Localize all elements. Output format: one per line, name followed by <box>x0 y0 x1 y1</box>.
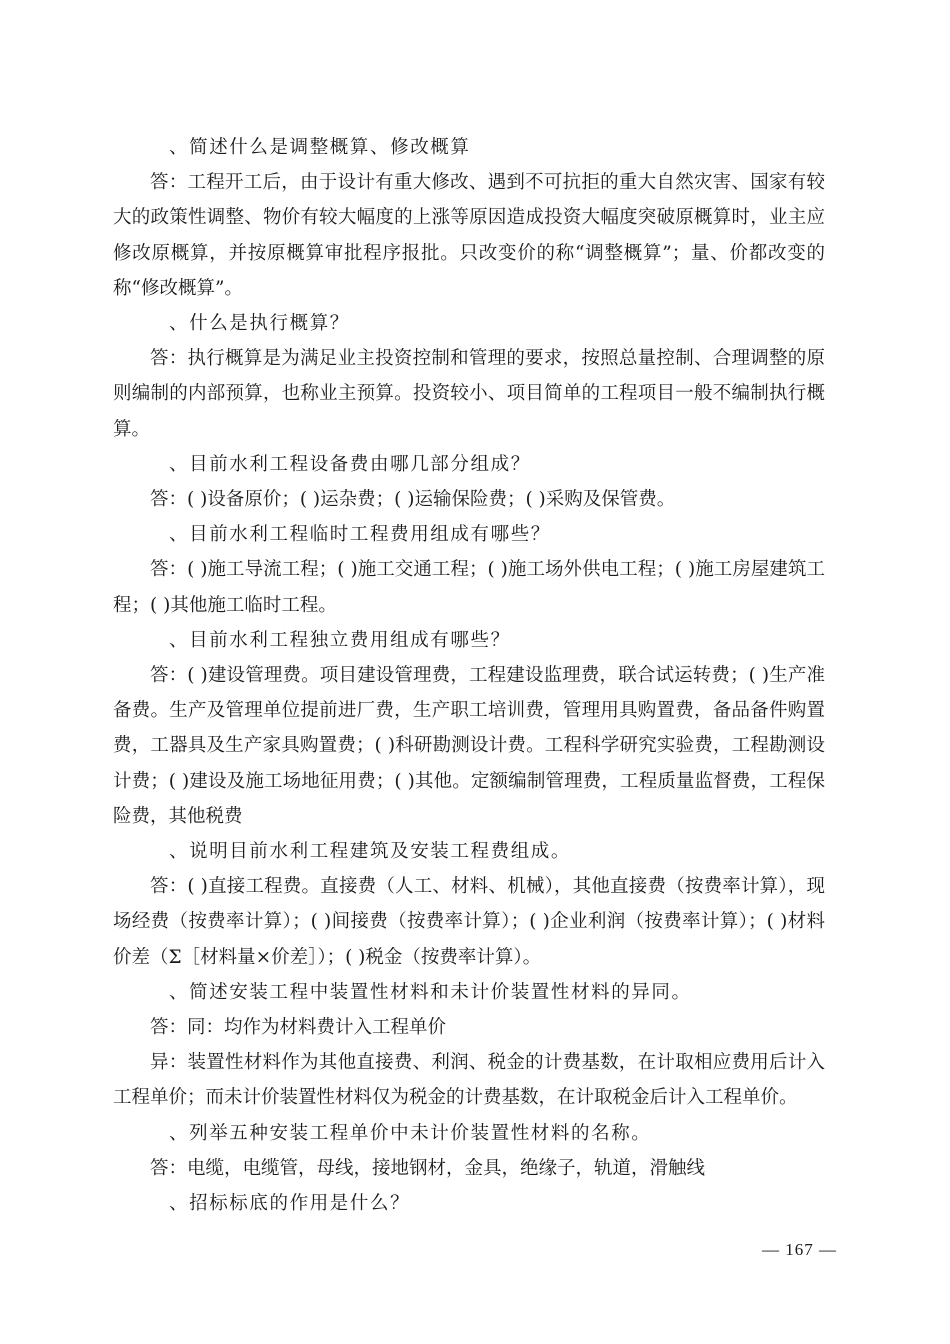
answer-adjusted-estimate: 答：工程开工后，由于设计有重大修改、遇到不可抗拒的重大自然灾害、国家有较大的政策性调整、物价有较大幅度的上涨等原因造成投资大幅度突破原概算时，业主应修改原概算，并按原概算审批程序报批。只改变价的称“调整概算”；量、价都改变的称“修改概算”。 <box>113 172 825 299</box>
question-equipment-cost: 、目前水利工程设备费由哪几部分组成？ <box>169 453 531 475</box>
question-independent-costs: 、目前水利工程独立费用组成有哪些？ <box>169 629 511 651</box>
answer-construction-costs: 答：( )直接工程费。直接费（人工、材料、机械），其他直接费（按费率计算），现场经费（按费率计算）；( )间接费（按费率计算）；( )企业利润（按费率计算）；( )材料价差（Σ［材料量×价差］）；( )税金（按费率计算）。 <box>113 876 825 968</box>
answer-temporary-works: 答：( )施工导流工程；( )施工交通工程；( )施工场外供电工程；( )施工房屋建筑工程；( )其他施工临时工程。 <box>113 559 825 616</box>
answer-materials-same: 答：同：均作为材料费计入工程单价 <box>150 1017 447 1039</box>
page-number: — 167 — <box>762 1240 837 1259</box>
answer-materials-different: 异：装置性材料作为其他直接费、利润、税金的计费基数，在计取相应费用后计入工程单价；而未计价装置性材料仅为税金的计费基数，在计取税金后计入工程单价。 <box>113 1052 825 1109</box>
question-temporary-works: 、目前水利工程临时工程费用组成有哪些？ <box>169 524 551 546</box>
answer-execution-estimate: 答：执行概算是为满足业主投资控制和管理的要求，按照总量控制、合理调整的原则编制的内部预算，也称业主预算。投资较小、项目简单的工程项目一般不编制执行概算。 <box>113 348 825 440</box>
question-tender-base: 、招标标底的作用是什么？ <box>169 1193 411 1215</box>
question-execution-estimate: 、什么是执行概算？ <box>169 313 350 335</box>
question-adjusted-estimate: 、简述什么是调整概算、修改概算 <box>169 137 471 158</box>
question-unpriced-materials: 、列举五种安装工程单价中未计价装置性材料的名称。 <box>169 1122 652 1144</box>
answer-independent-costs: 答：( )建设管理费。项目建设管理费，工程建设监理费，联合试运转费；( )生产准备费。生产及管理单位提前进厂费，生产职工培训费，管理用具购置费，备品备件购置费，工器具及生产家具购置费；( )科研勘测设计费。工程科学研究实验费，工程勘测设计费；( )建设及施工场地征用费；( )其他。定额编制管理费，工程质量监督费，工程保险费，其他税费 <box>113 665 825 827</box>
question-construction-costs: 、说明目前水利工程建筑及安装工程费组成。 <box>169 841 572 863</box>
document-body <box>113 130 825 1221</box>
answer-unpriced-materials: 答：电缆，电缆管，母线，接地钢材，金具，绝缘子，轨道，滑触线 <box>150 1157 706 1179</box>
question-materials-difference: 、简述安装工程中装置性材料和未计价装置性材料的异同。 <box>169 981 692 1003</box>
answer-equipment-cost: 答：( )设备原价；( )运杂费；( )运输保险费；( )采购及保管费。 <box>150 489 676 511</box>
